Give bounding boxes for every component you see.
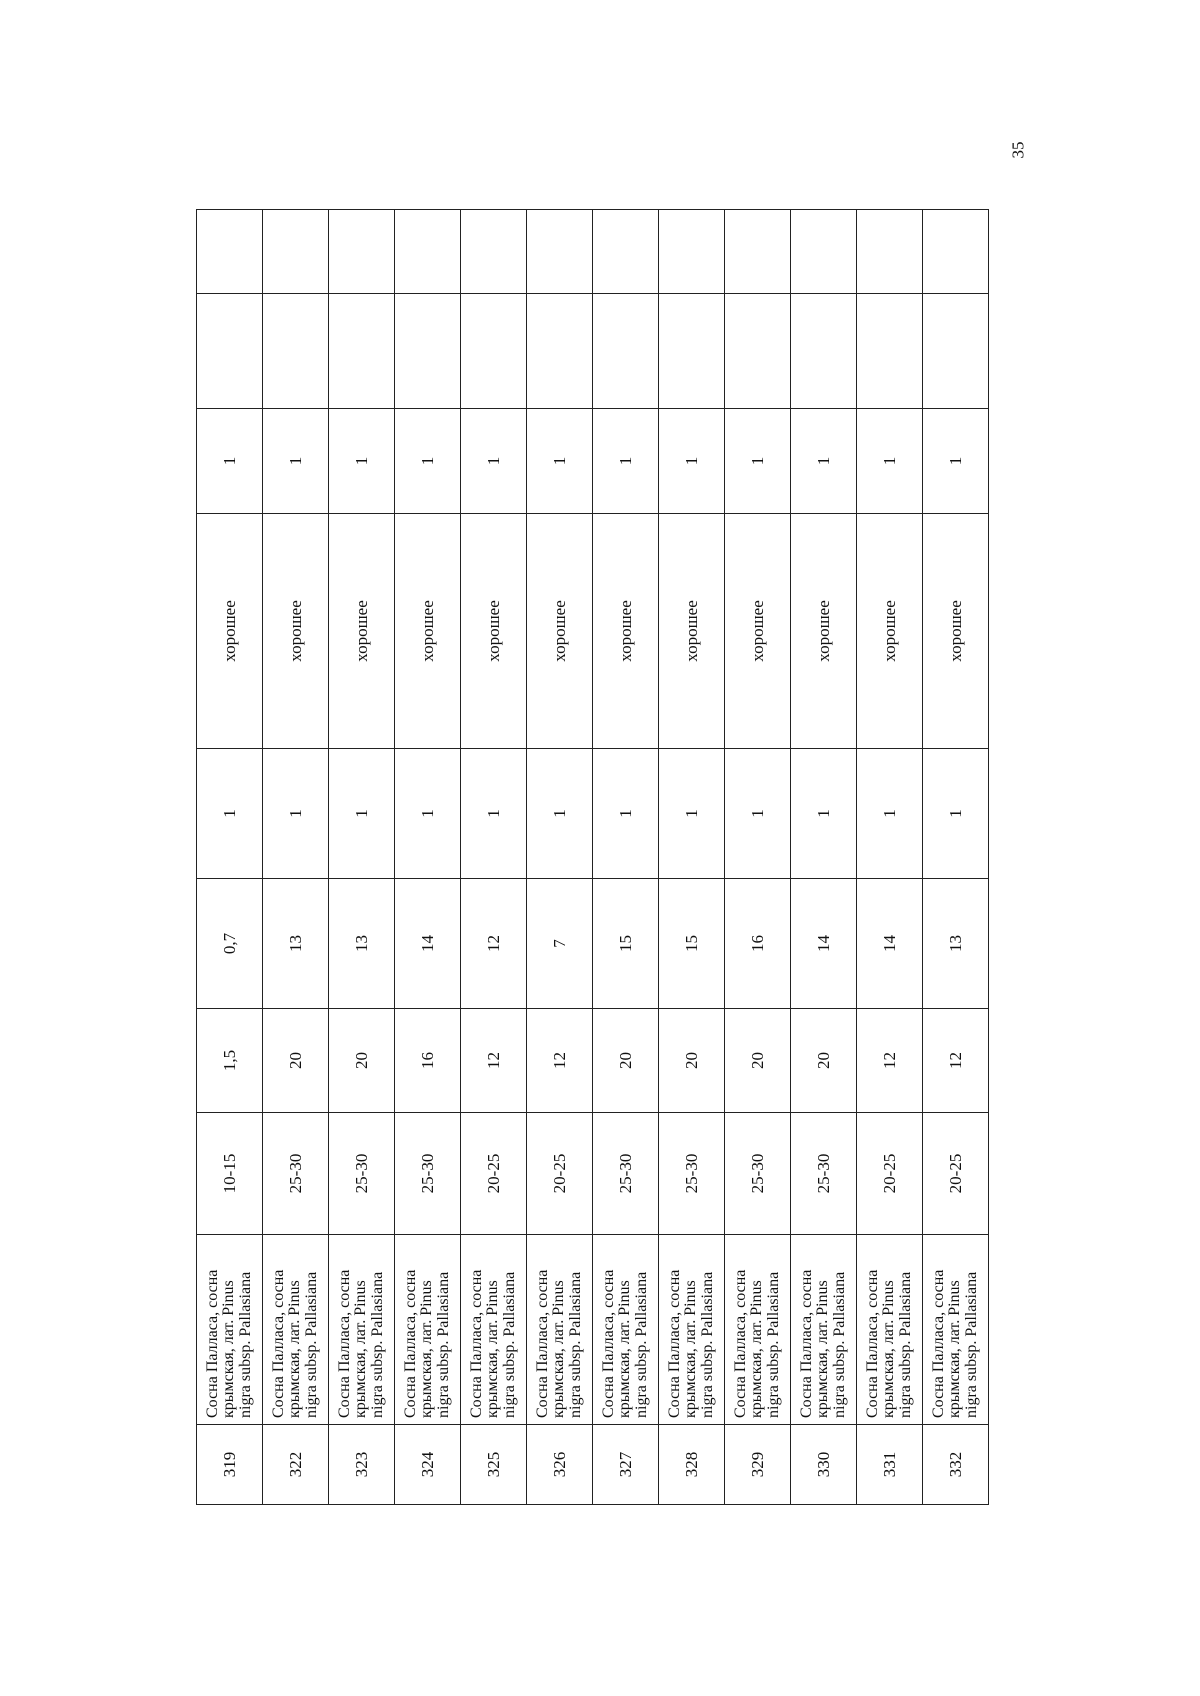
cell-category: 1 bbox=[725, 409, 791, 514]
cell-empty bbox=[197, 210, 263, 294]
cell-age: 25-30 bbox=[725, 1113, 791, 1235]
cell-age: 20-25 bbox=[923, 1113, 989, 1235]
species-name-line: Сосна Палласа, сосна bbox=[732, 1269, 750, 1418]
cell-category: 1 bbox=[395, 409, 461, 514]
cell-category: 1 bbox=[923, 409, 989, 514]
table-body bbox=[197, 210, 989, 1505]
cell-empty bbox=[659, 210, 725, 294]
species-name-line: Сосна Палласа, сосна bbox=[336, 1269, 354, 1418]
cell-height: 12 bbox=[923, 1009, 989, 1113]
cell-number: 332 bbox=[923, 1425, 989, 1505]
species-name-line: nigra subsp. Pallasiana bbox=[434, 1271, 452, 1418]
species-name-line: nigra subsp. Pallasiana bbox=[764, 1271, 782, 1418]
cell-condition: хорошее bbox=[659, 514, 725, 749]
cell-height: 20 bbox=[725, 1009, 791, 1113]
species-name-line: крымская, лат. Pinus bbox=[286, 1280, 304, 1418]
cell-empty bbox=[593, 210, 659, 294]
cell-height: 16 bbox=[395, 1009, 461, 1113]
cell-diameter: 13 bbox=[329, 879, 395, 1009]
cell-height: 20 bbox=[593, 1009, 659, 1113]
species-name-line: крымская, лат. Pinus bbox=[220, 1280, 238, 1418]
cell-species-name bbox=[725, 1235, 791, 1425]
cell-condition: хорошее bbox=[791, 514, 857, 749]
table-row bbox=[593, 210, 659, 1505]
table-row bbox=[461, 210, 527, 1505]
cell-diameter: 15 bbox=[593, 879, 659, 1009]
cell-number: 325 bbox=[461, 1425, 527, 1505]
cell-diameter: 16 bbox=[725, 879, 791, 1009]
species-name-line: Сосна Палласа, сосна bbox=[930, 1269, 948, 1418]
cell-empty bbox=[923, 210, 989, 294]
species-name-line: Сосна Палласа, сосна bbox=[666, 1269, 684, 1418]
cell-diameter: 14 bbox=[395, 879, 461, 1009]
cell-number: 330 bbox=[791, 1425, 857, 1505]
cell-category: 1 bbox=[329, 409, 395, 514]
cell-number: 327 bbox=[593, 1425, 659, 1505]
species-name-line: nigra subsp. Pallasiana bbox=[830, 1271, 848, 1418]
species-name-line: nigra subsp. Pallasiana bbox=[962, 1271, 980, 1418]
cell-quantity: 1 bbox=[329, 749, 395, 879]
page-number: 35 bbox=[1008, 141, 1028, 159]
cell-condition: хорошее bbox=[725, 514, 791, 749]
cell-age: 25-30 bbox=[593, 1113, 659, 1235]
cell-category: 1 bbox=[857, 409, 923, 514]
cell-quantity: 1 bbox=[857, 749, 923, 879]
cell-category: 1 bbox=[197, 409, 263, 514]
cell-age: 10-15 bbox=[197, 1113, 263, 1235]
rotated-table-container bbox=[196, 210, 989, 1505]
species-name-line: nigra subsp. Pallasiana bbox=[632, 1271, 650, 1418]
species-name-line: nigra subsp. Pallasiana bbox=[566, 1271, 584, 1418]
cell-category: 1 bbox=[593, 409, 659, 514]
cell-condition: хорошее bbox=[527, 514, 593, 749]
cell-species-name bbox=[461, 1235, 527, 1425]
cell-quantity: 1 bbox=[461, 749, 527, 879]
cell-height: 20 bbox=[263, 1009, 329, 1113]
cell-age: 20-25 bbox=[857, 1113, 923, 1235]
cell-species-name bbox=[395, 1235, 461, 1425]
cell-empty bbox=[923, 294, 989, 409]
cell-quantity: 1 bbox=[263, 749, 329, 879]
cell-age: 25-30 bbox=[263, 1113, 329, 1235]
species-name-line: крымская, лат. Pinus bbox=[748, 1280, 766, 1418]
table-row bbox=[527, 210, 593, 1505]
cell-number: 328 bbox=[659, 1425, 725, 1505]
cell-diameter: 14 bbox=[791, 879, 857, 1009]
species-name-line: крымская, лат. Pinus bbox=[418, 1280, 436, 1418]
cell-diameter: 15 bbox=[659, 879, 725, 1009]
species-name-line: Сосна Палласа, сосна bbox=[270, 1269, 288, 1418]
cell-empty bbox=[725, 210, 791, 294]
cell-condition: хорошее bbox=[197, 514, 263, 749]
cell-species-name bbox=[659, 1235, 725, 1425]
species-name-line: Сосна Палласа, сосна bbox=[798, 1269, 816, 1418]
cell-empty bbox=[329, 210, 395, 294]
cell-empty bbox=[395, 210, 461, 294]
species-name-line: Сосна Палласа, сосна bbox=[468, 1269, 486, 1418]
cell-empty bbox=[725, 294, 791, 409]
cell-condition: хорошее bbox=[395, 514, 461, 749]
species-name-line: крымская, лат. Pinus bbox=[946, 1280, 964, 1418]
cell-condition: хорошее bbox=[263, 514, 329, 749]
species-name-line: nigra subsp. Pallasiana bbox=[500, 1271, 518, 1418]
cell-number: 329 bbox=[725, 1425, 791, 1505]
cell-empty bbox=[593, 294, 659, 409]
cell-species-name bbox=[263, 1235, 329, 1425]
species-name-line: Сосна Палласа, сосна bbox=[204, 1269, 222, 1418]
cell-number: 326 bbox=[527, 1425, 593, 1505]
species-name-line: Сосна Палласа, сосна bbox=[402, 1269, 420, 1418]
cell-quantity: 1 bbox=[923, 749, 989, 879]
cell-empty bbox=[461, 210, 527, 294]
table-row bbox=[725, 210, 791, 1505]
cell-empty bbox=[263, 294, 329, 409]
cell-quantity: 1 bbox=[527, 749, 593, 879]
cell-condition: хорошее bbox=[461, 514, 527, 749]
cell-condition: хорошее bbox=[329, 514, 395, 749]
cell-height: 12 bbox=[527, 1009, 593, 1113]
cell-height: 20 bbox=[659, 1009, 725, 1113]
cell-number: 331 bbox=[857, 1425, 923, 1505]
cell-species-name bbox=[527, 1235, 593, 1425]
tree-inventory-table bbox=[196, 209, 989, 1505]
cell-empty bbox=[791, 210, 857, 294]
cell-species-name bbox=[593, 1235, 659, 1425]
table-row bbox=[923, 210, 989, 1505]
species-name-line: nigra subsp. Pallasiana bbox=[236, 1271, 254, 1418]
cell-diameter: 13 bbox=[923, 879, 989, 1009]
cell-condition: хорошее bbox=[923, 514, 989, 749]
cell-empty bbox=[527, 210, 593, 294]
cell-height: 20 bbox=[791, 1009, 857, 1113]
cell-diameter: 7 bbox=[527, 879, 593, 1009]
cell-diameter: 13 bbox=[263, 879, 329, 1009]
cell-height: 1,5 bbox=[197, 1009, 263, 1113]
species-name-line: Сосна Палласа, сосна bbox=[534, 1269, 552, 1418]
cell-empty bbox=[791, 294, 857, 409]
species-name-line: крымская, лат. Pinus bbox=[616, 1280, 634, 1418]
cell-species-name bbox=[197, 1235, 263, 1425]
species-name-line: Сосна Палласа, сосна bbox=[864, 1269, 882, 1418]
cell-number: 319 bbox=[197, 1425, 263, 1505]
cell-height: 12 bbox=[857, 1009, 923, 1113]
species-name-line: крымская, лат. Pinus bbox=[550, 1280, 568, 1418]
cell-quantity: 1 bbox=[725, 749, 791, 879]
cell-quantity: 1 bbox=[659, 749, 725, 879]
cell-number: 324 bbox=[395, 1425, 461, 1505]
cell-category: 1 bbox=[461, 409, 527, 514]
cell-empty bbox=[461, 294, 527, 409]
cell-age: 25-30 bbox=[659, 1113, 725, 1235]
cell-diameter: 14 bbox=[857, 879, 923, 1009]
cell-species-name bbox=[857, 1235, 923, 1425]
table-row bbox=[395, 210, 461, 1505]
cell-quantity: 1 bbox=[395, 749, 461, 879]
species-name-line: nigra subsp. Pallasiana bbox=[698, 1271, 716, 1418]
cell-empty bbox=[527, 294, 593, 409]
cell-empty bbox=[263, 210, 329, 294]
cell-age: 25-30 bbox=[395, 1113, 461, 1235]
cell-empty bbox=[857, 210, 923, 294]
cell-number: 322 bbox=[263, 1425, 329, 1505]
cell-empty bbox=[659, 294, 725, 409]
cell-species-name bbox=[791, 1235, 857, 1425]
cell-quantity: 1 bbox=[593, 749, 659, 879]
cell-category: 1 bbox=[263, 409, 329, 514]
table-row bbox=[659, 210, 725, 1505]
species-name-line: крымская, лат. Pinus bbox=[484, 1280, 502, 1418]
cell-height: 12 bbox=[461, 1009, 527, 1113]
cell-diameter: 12 bbox=[461, 879, 527, 1009]
cell-quantity: 1 bbox=[791, 749, 857, 879]
species-name-line: Сосна Палласа, сосна bbox=[600, 1269, 618, 1418]
cell-condition: хорошее bbox=[593, 514, 659, 749]
cell-number: 323 bbox=[329, 1425, 395, 1505]
cell-species-name bbox=[329, 1235, 395, 1425]
table-row bbox=[791, 210, 857, 1505]
cell-category: 1 bbox=[659, 409, 725, 514]
species-name-line: крымская, лат. Pinus bbox=[880, 1280, 898, 1418]
cell-empty bbox=[329, 294, 395, 409]
cell-height: 20 bbox=[329, 1009, 395, 1113]
species-name-line: nigra subsp. Pallasiana bbox=[368, 1271, 386, 1418]
cell-age: 20-25 bbox=[527, 1113, 593, 1235]
species-name-line: крымская, лат. Pinus bbox=[682, 1280, 700, 1418]
table-row bbox=[197, 210, 263, 1505]
cell-category: 1 bbox=[527, 409, 593, 514]
species-name-line: крымская, лат. Pinus bbox=[352, 1280, 370, 1418]
cell-empty bbox=[857, 294, 923, 409]
cell-age: 20-25 bbox=[461, 1113, 527, 1235]
table-row bbox=[329, 210, 395, 1505]
table-row bbox=[857, 210, 923, 1505]
cell-condition: хорошее bbox=[857, 514, 923, 749]
cell-category: 1 bbox=[791, 409, 857, 514]
species-name-line: nigra subsp. Pallasiana bbox=[896, 1271, 914, 1418]
cell-age: 25-30 bbox=[329, 1113, 395, 1235]
cell-quantity: 1 bbox=[197, 749, 263, 879]
cell-age: 25-30 bbox=[791, 1113, 857, 1235]
species-name-line: крымская, лат. Pinus bbox=[814, 1280, 832, 1418]
cell-species-name bbox=[923, 1235, 989, 1425]
cell-empty bbox=[197, 294, 263, 409]
cell-diameter: 0,7 bbox=[197, 879, 263, 1009]
table-row bbox=[263, 210, 329, 1505]
cell-empty bbox=[395, 294, 461, 409]
species-name-line: nigra subsp. Pallasiana bbox=[302, 1271, 320, 1418]
